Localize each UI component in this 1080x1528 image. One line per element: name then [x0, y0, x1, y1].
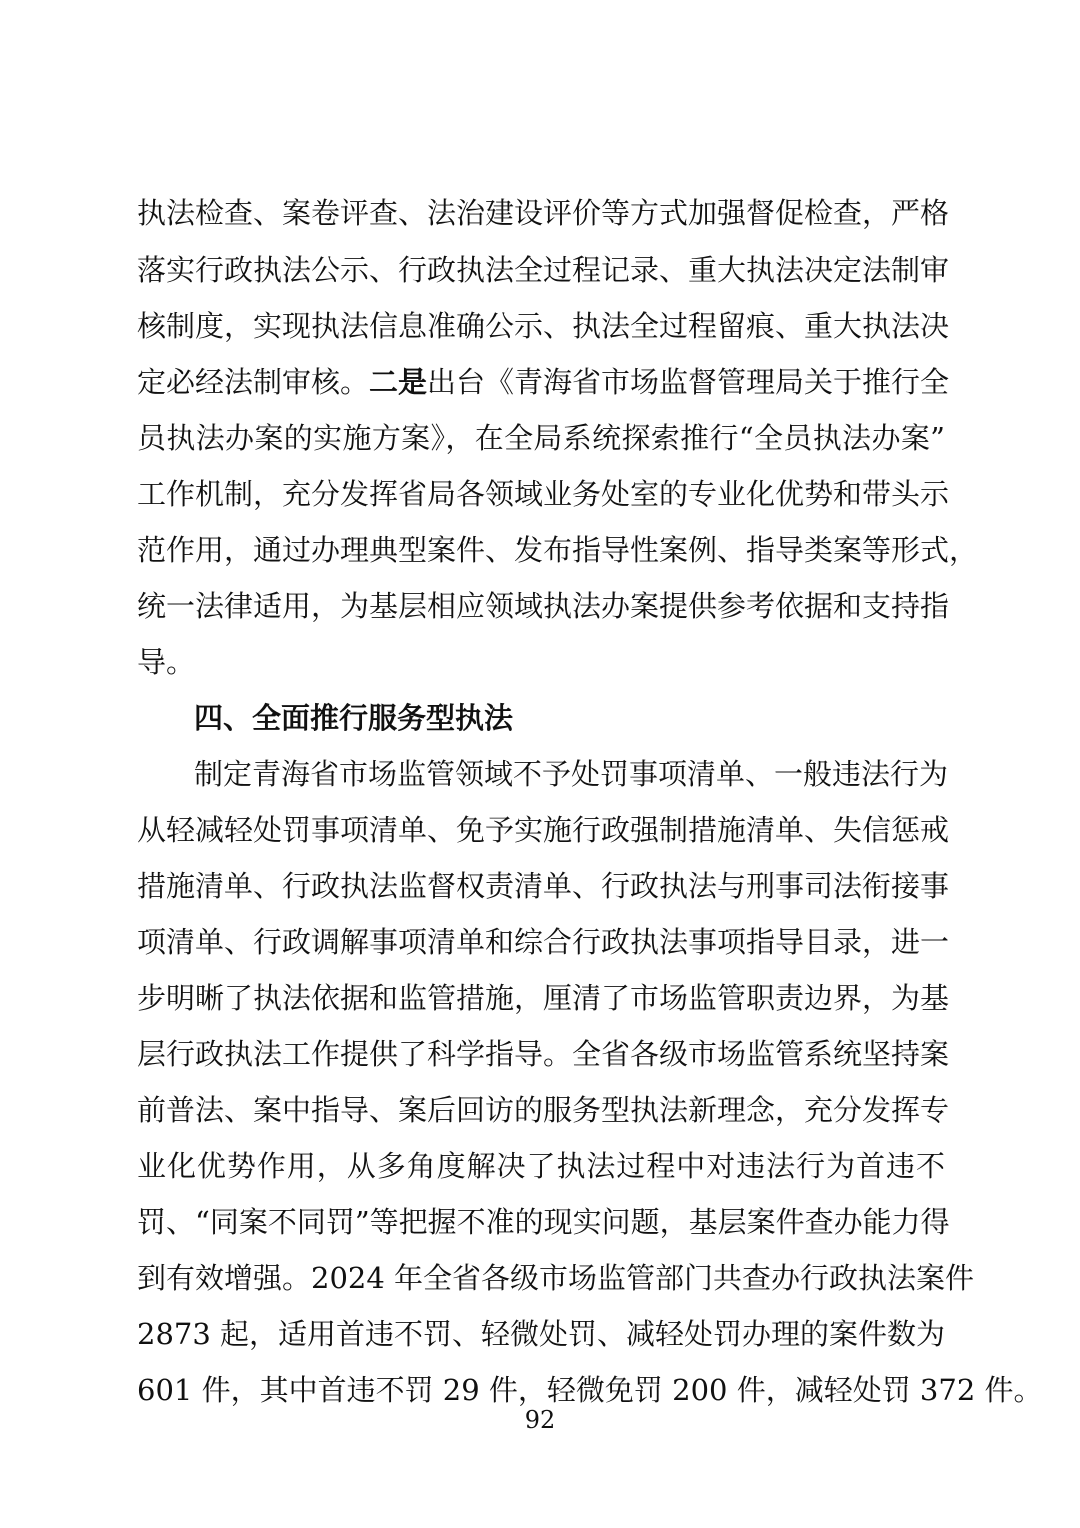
paragraph-line: 层行政执法工作提供了科学指导。全省各级市场监管系统坚持案 — [137, 1037, 950, 1071]
paragraph-line-with-bold — [137, 356, 950, 408]
paragraph-line: 步明晰了执法依据和监管措施，厘清了市场监管职责边界，为基 — [137, 981, 950, 1015]
paragraph-line: 落实行政执法公示、行政执法全过程记录、重大执法决定法制审 — [137, 253, 950, 287]
paragraph-line: 601 件，其中首违不罚 29 件，轻微免罚 200 件，减轻处罚 372 件。 — [137, 1373, 1043, 1407]
paragraph-line: 执法检查、案卷评查、法治建设评价等方式加强督促检查，严格 — [137, 196, 950, 230]
paragraph-line: 罚、“同案不同罚”等把握不准的现实问题，基层案件查办能力得 — [137, 1205, 950, 1239]
text-run: 定必经法制审核。 — [137, 365, 370, 399]
paragraph-line: 到有效增强。2024 年全省各级市场监管部门共查办行政执法案件 — [137, 1261, 975, 1295]
paragraph-line: 项清单、行政调解事项清单和综合行政执法事项指导目录，进一 — [137, 925, 950, 959]
paragraph-line: 核制度，实现执法信息准确公示、执法全过程留痕、重大执法决 — [137, 309, 950, 343]
paragraph-line: 工作机制，充分发挥省局各领域业务处室的专业化优势和带头示 — [137, 477, 950, 511]
paragraph-line: 统一法律适用，为基层相应领域执法办案提供参考依据和支持指 — [137, 589, 950, 623]
text-run: 出台《青海省市场监督管理局关于推行全 — [427, 365, 950, 399]
page-number: 92 — [524, 1406, 556, 1434]
paragraph-line: 员执法办案的实施方案》，在全局系统探索推行“全员执法办案” — [137, 421, 945, 455]
paragraph-line: 范作用，通过办理典型案件、发布指导性案例、指导类案等形式， — [137, 533, 979, 567]
paragraph-line: 措施清单、行政执法监督权责清单、行政执法与刑事司法衔接事 — [137, 869, 950, 903]
paragraph-line: 前普法、案中指导、案后回访的服务型执法新理念，充分发挥专 — [137, 1093, 950, 1127]
bold-text-run: 二是 — [369, 365, 428, 399]
paragraph-line: 导。 — [137, 645, 196, 679]
section-heading: 四、全面推行服务型执法 — [194, 701, 514, 735]
paragraph-line: 从轻减轻处罚事项清单、免予实施行政强制措施清单、失信惩戒 — [137, 813, 950, 847]
paragraph-line: 制定青海省市场监管领域不予处罚事项清单、一般违法行为 — [194, 757, 949, 791]
paragraph-line: 2873 起，适用首违不罚、轻微处罚、减轻处罚办理的案件数为 — [137, 1317, 946, 1351]
paragraph-line: 业化优势作用，从多角度解决了执法过程中对违法行为首违不 — [137, 1149, 945, 1183]
